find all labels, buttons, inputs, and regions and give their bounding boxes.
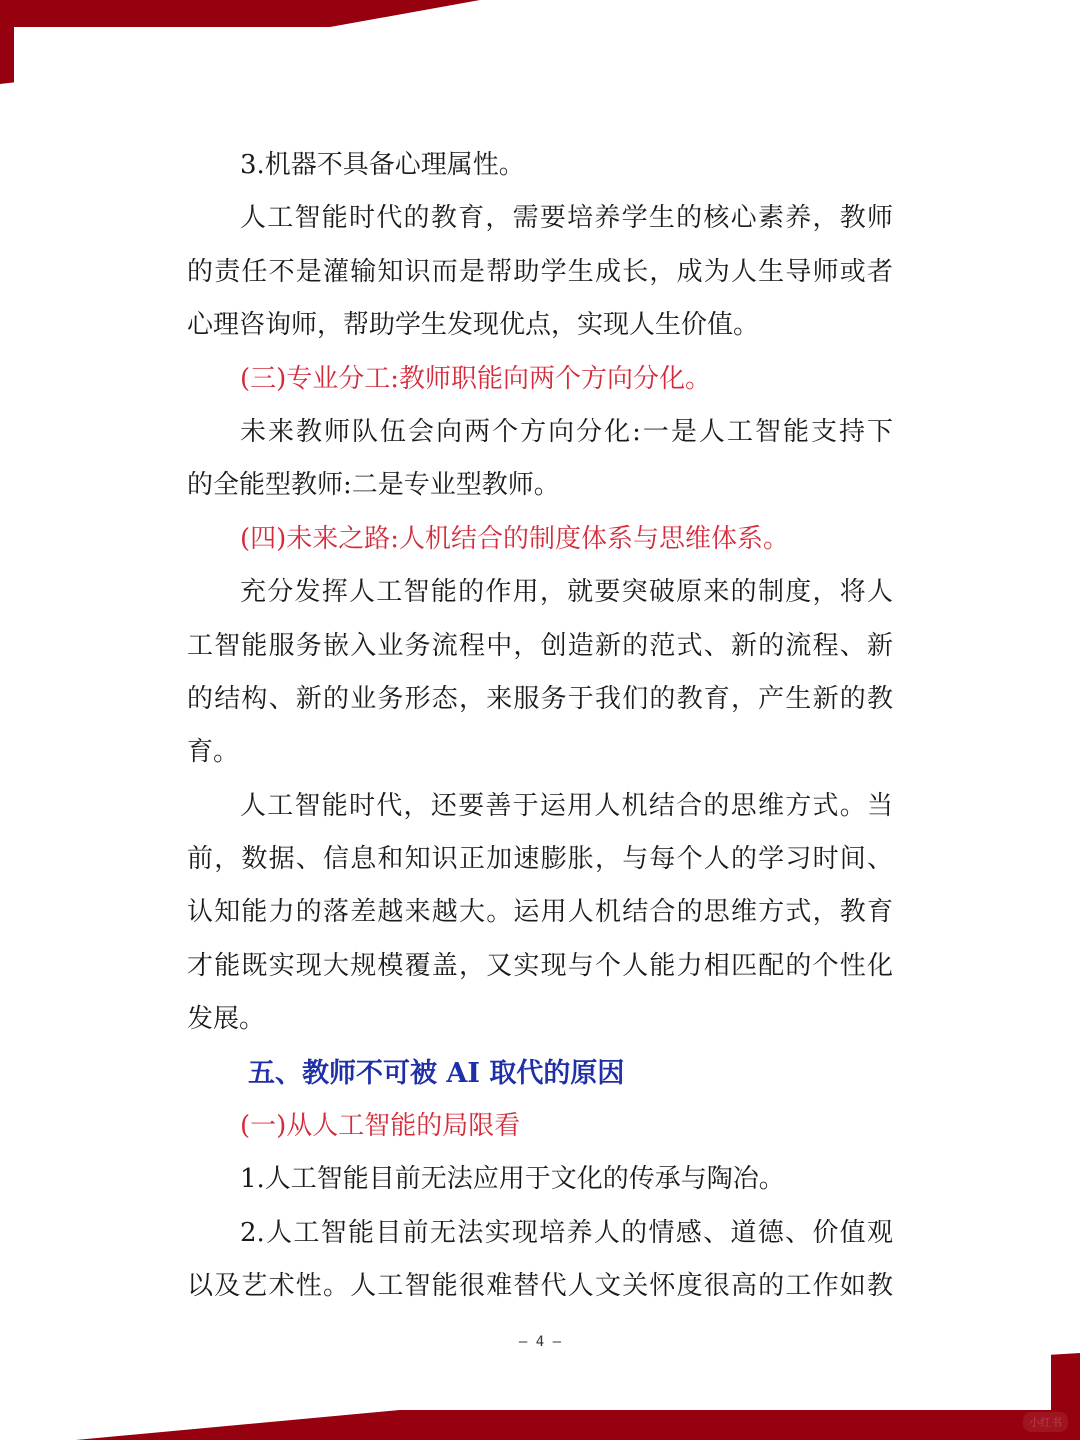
- red-frame-bottom: [0, 1410, 1080, 1440]
- document-body: [187, 139, 893, 1314]
- text-line: 的结构、新的业务形态，来服务于我们的教育，产生新的教: [187, 683, 893, 714]
- text-line: 1.人工智能目前无法应用于文化的传承与陶冶。: [240, 1164, 785, 1195]
- text-line: 2.人工智能目前无法实现培养人的情感、道德、价值观: [240, 1217, 893, 1248]
- watermark-logo: 小红书: [1023, 1412, 1068, 1432]
- text-line: 才能既实现大规模覆盖，又实现与个人能力相匹配的个性化: [187, 950, 893, 981]
- text-line: 工智能服务嵌入业务流程中，创造新的范式、新的流程、新: [187, 630, 893, 661]
- text-line: 3.机器不具备心理属性。: [240, 150, 525, 180]
- subsection-heading: (一)从人工智能的局限看: [240, 1111, 521, 1142]
- text-line: 以及艺术性。人工智能很难替代人文关怀度很高的工作如教: [187, 1271, 893, 1302]
- text-line: 的责任不是灌输知识而是帮助学生成长，成为人生导师或者: [187, 256, 893, 287]
- text-line: 人工智能时代的教育，需要培养学生的核心素养，教师: [240, 203, 893, 234]
- red-frame-left: [0, 0, 14, 84]
- text-line: 人工智能时代，还要善于运用人机结合的思维方式。当: [240, 790, 893, 821]
- red-frame-top: [0, 0, 1000, 27]
- text-line: 前，数据、信息和知识正加速膨胀，与每个人的学习时间、: [187, 844, 893, 875]
- section-heading: 五、教师不可被 AI 取代的原因: [248, 1057, 625, 1089]
- text-line: 发展。: [187, 1004, 266, 1035]
- text-line: 的全能型教师:二是专业型教师。: [187, 470, 560, 501]
- text-line: 育。: [187, 737, 240, 768]
- subsection-heading: (四)未来之路:人机结合的制度体系与思维体系。: [240, 523, 790, 554]
- text-line: 充分发挥人工智能的作用，就要突破原来的制度，将人: [240, 577, 893, 608]
- page-number: — 4 —: [518, 1334, 562, 1350]
- subsection-heading: (三)专业分工:教师职能向两个方向分化。: [240, 363, 712, 394]
- text-line: 心理咨询师，帮助学生发现优点，实现人生价值。: [187, 310, 760, 341]
- text-line: 认知能力的落差越来越大。运用人机结合的思维方式，教育: [187, 897, 893, 928]
- text-line: 未来教师队伍会向两个方向分化:一是人工智能支持下: [240, 416, 893, 447]
